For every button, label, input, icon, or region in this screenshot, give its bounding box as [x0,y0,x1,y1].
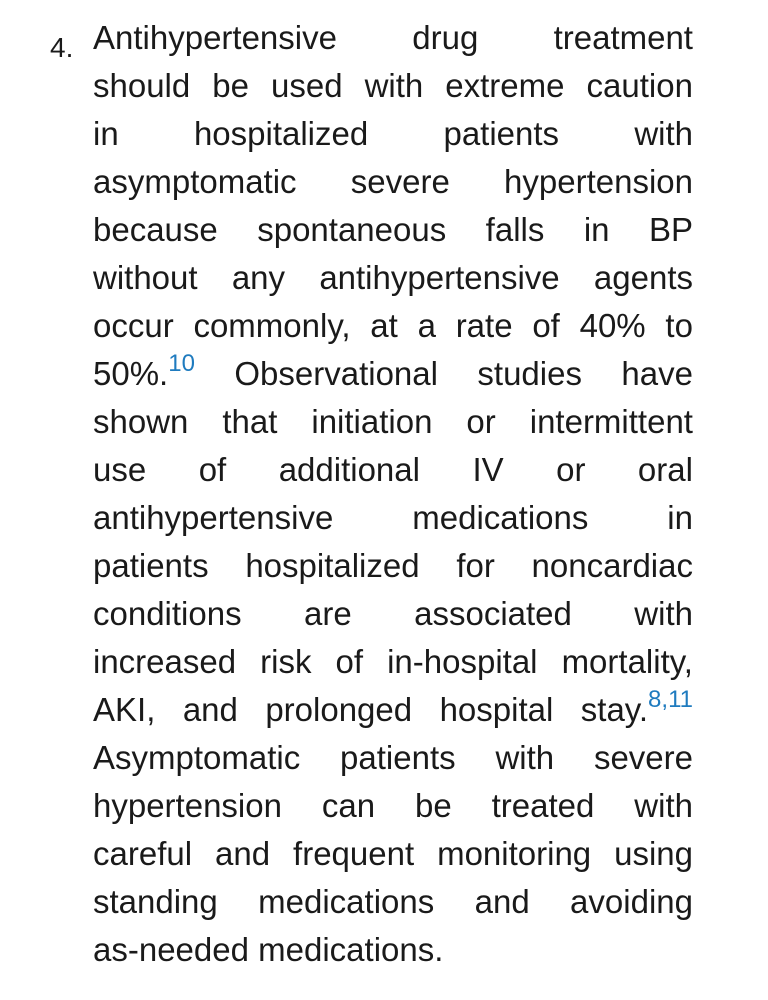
word: falls [485,211,545,248]
word: 40% [579,307,646,344]
word: hypertension [93,787,282,824]
text-line [93,830,693,878]
word: 50%. [93,355,169,392]
word: used [271,67,343,104]
word: patients [443,115,560,152]
word: conditions [93,595,242,632]
word: extreme [445,67,565,104]
word: should [93,67,191,104]
word: Observational [234,355,438,392]
citation-link-10[interactable]: 10 [168,350,195,377]
word: as-needed [93,931,249,968]
word: treated [491,787,595,824]
word: patients [340,739,456,776]
word: for [456,547,495,584]
word: and [182,691,238,728]
text-line [93,878,693,926]
text-line [93,446,693,494]
word: in-hospital [387,643,538,680]
word: be [415,787,452,824]
text-line [93,782,693,830]
word: with [495,739,555,776]
text-line [93,398,693,446]
text-line [93,206,693,254]
word: of [198,451,227,488]
word: stay. [580,691,649,728]
text-line [93,350,693,398]
word: caution [586,67,693,104]
word: of [532,307,560,344]
word: medications [412,499,589,536]
word: with [364,67,424,104]
word: rate [455,307,513,344]
word: additional [278,451,420,488]
word: risk [260,643,312,680]
citation-link-8[interactable]: 8 [648,686,662,713]
text-line [93,14,693,62]
text-line [93,590,693,638]
word: intermittent [529,403,693,440]
word: that [222,403,278,440]
word: or [556,451,586,488]
word: patients [93,547,209,584]
word: antihypertensive [93,499,334,536]
word: Asymptomatic [93,739,301,776]
list-number: 4. [50,32,74,63]
word: agents [593,259,693,296]
word: hospitalized [193,115,369,152]
word: avoiding [570,883,693,920]
word: with [634,787,693,824]
word: medications [258,883,435,920]
word: use [93,451,147,488]
word: medications. [258,931,444,968]
text-line [93,110,693,158]
word: a [417,307,436,344]
text-line [93,734,693,782]
word: are [304,595,352,632]
word: in [667,499,693,536]
word: drug [412,19,479,56]
word: with [634,115,693,152]
word: initiation [311,403,433,440]
word: asymptomatic [93,163,297,200]
word: because [93,211,218,248]
word-with-citation [581,686,693,738]
word: oral [637,451,693,488]
text-line [93,542,693,590]
word: in [583,211,610,248]
text-line [93,158,693,206]
word: and [215,835,271,872]
word: standing [93,883,218,920]
word: using [614,835,693,872]
word: shown [93,403,189,440]
word: studies [477,355,582,392]
word: can [321,787,376,824]
word: antihypertensive [319,259,560,296]
word: AKI, [93,691,156,728]
text-line [93,62,693,110]
word: prolonged [265,691,413,728]
word: or [466,403,496,440]
text-line [93,254,693,302]
word-with-citation [93,350,195,402]
word: and [474,883,530,920]
word: have [621,355,693,392]
word: any [231,259,286,296]
word: occur [93,307,174,344]
word: increased [93,643,237,680]
word: hospitalized [245,547,420,584]
word: spontaneous [257,211,447,248]
citation-separator: , [661,686,669,713]
word: frequent [293,835,415,872]
word: in [93,115,119,152]
word: of [335,643,364,680]
word: be [212,67,249,104]
word: at [370,307,398,344]
text-line [93,302,693,350]
word: Antihypertensive [93,19,337,56]
word: IV [472,451,504,488]
word: severe [350,163,450,200]
word: severe [593,739,693,776]
word: without [93,259,198,296]
word: with [634,595,693,632]
citation-link-11[interactable]: 11 [668,686,693,713]
word: noncardiac [531,547,693,584]
word: monitoring [437,835,592,872]
word: hypertension [504,163,693,200]
word: treatment [553,19,693,56]
text-line [93,494,693,542]
list-item-text [93,14,693,974]
word: to [665,307,693,344]
word: associated [414,595,572,632]
word: commonly, [193,307,351,344]
text-line [93,638,693,686]
text-line [93,926,693,974]
text-line [93,686,693,734]
word: hospital [439,691,554,728]
word: BP [648,211,693,248]
word: mortality, [561,643,693,680]
word: careful [93,835,193,872]
